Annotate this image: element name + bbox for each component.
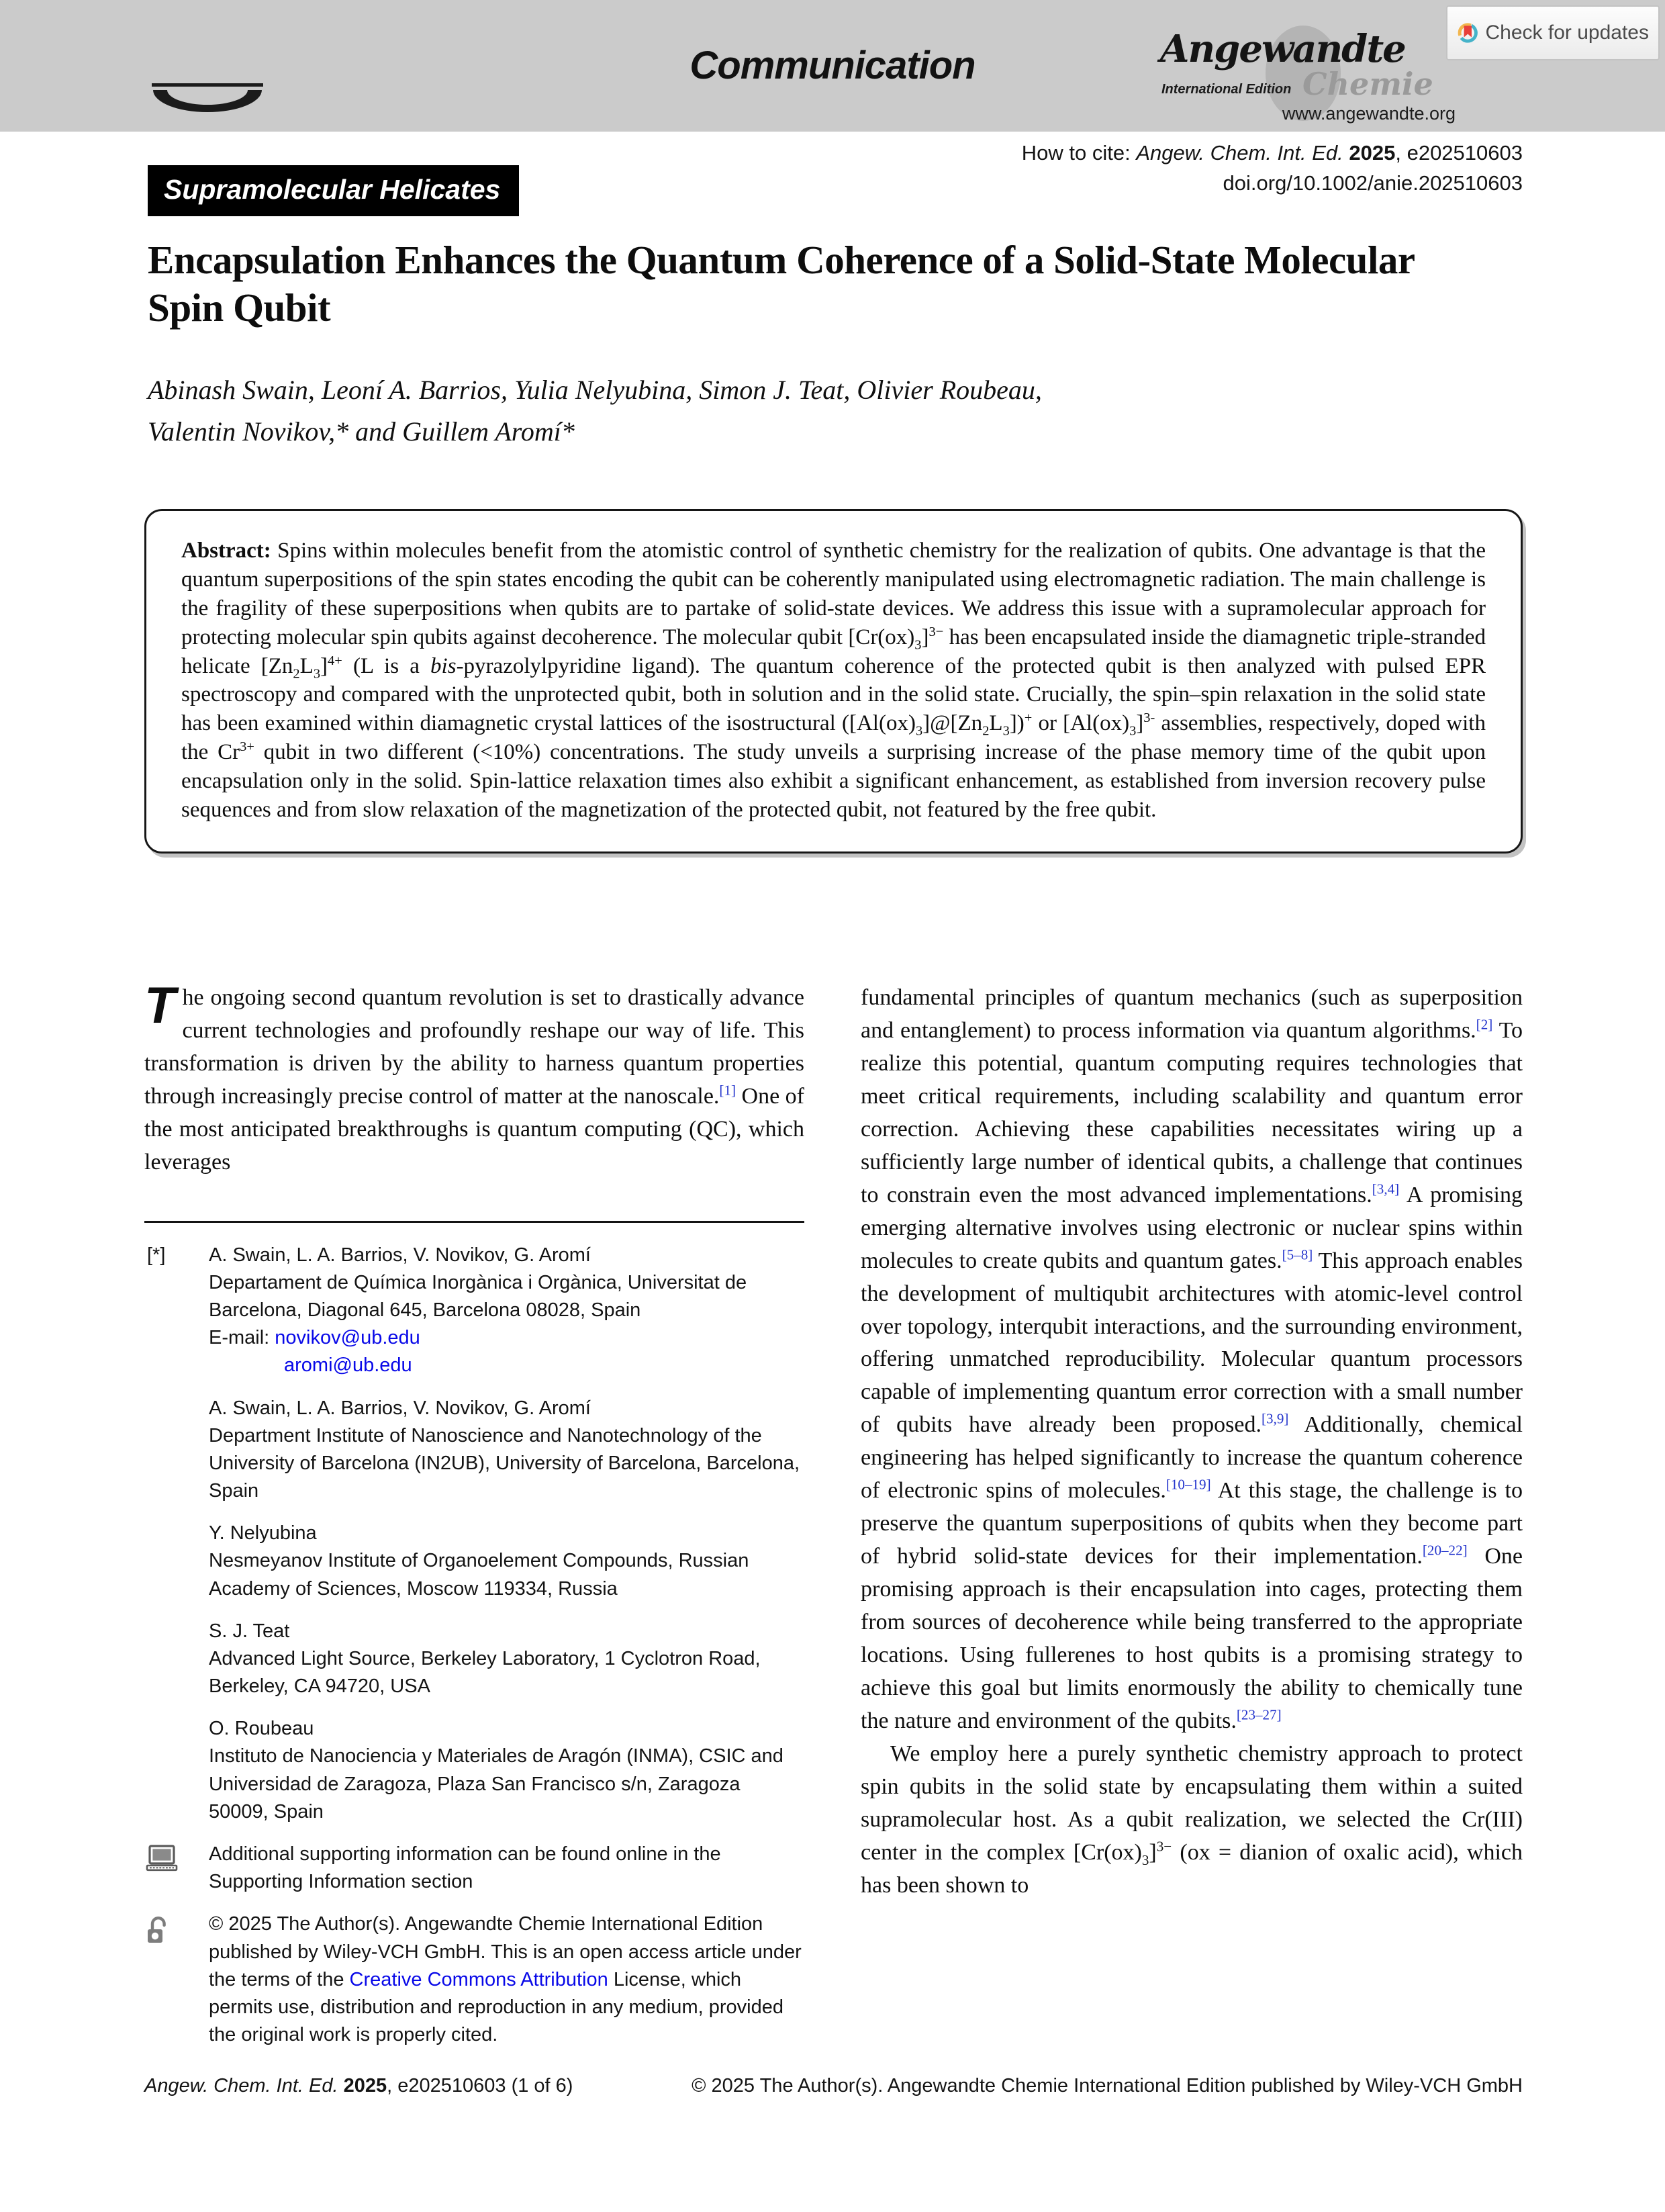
- article-title: Encapsulation Enhances the Quantum Coherence of a Solid-State Molecular Spin Qubit: [148, 238, 1415, 330]
- footnote-text: S. J. Teat Advanced Light Source, Berkeley Laboratory, 1 Cyclotron Road, Berkeley, CA 94720, USA: [209, 1620, 761, 1698]
- header-band: [0, 0, 1665, 132]
- footnote-text: O. Roubeau Instituto de Nanociencia y Materiales de Aragón (INMA), CSIC and Universidad de Zaragoza, Plaza San Francisco s/n, Zaragoza 50009, Spain: [209, 1718, 783, 1823]
- article-type-label: Communication: [689, 44, 976, 87]
- chemie-wordmark: Chemie: [1302, 66, 1433, 102]
- topic-badge: Supramolecular Helicates: [148, 165, 519, 216]
- body-right-column: [861, 982, 1523, 1925]
- citation-ref[interactable]: [23–27]: [1236, 1706, 1282, 1723]
- abstract-box: [144, 509, 1523, 854]
- check-for-updates-button[interactable]: [1446, 5, 1660, 60]
- gdch-logo-graphic: [149, 34, 267, 114]
- footnote-text: A. Swain, L. A. Barrios, V. Novikov, G. Aromí Departament de Química Inorgànica i Orgànica, Universitat de Barcelona, Diagonal 645, Barcelona 08028, Spain E-mail: novikov@ub.edu aromi@ub.edu: [209, 1244, 747, 1377]
- international-edition-label: International Edition: [1161, 82, 1292, 97]
- copyright-license-note: [144, 1910, 804, 2049]
- footnote-corresponding-authors: [144, 1242, 804, 1380]
- footnote-affiliation-inma: [144, 1715, 804, 1826]
- asterisk-marker: [*]: [147, 1244, 166, 1266]
- footnote-section: [144, 1242, 804, 2049]
- author-line-2: Valentin Novikov,* and Guillem Aromí*: [148, 416, 575, 447]
- footnote-affiliation-in2ub: [144, 1395, 804, 1506]
- body-paragraph-1: fundamental principles of quantum mechanics (such as superposition and entanglement) to process information via quantum algorithms.[2] To realize this potential, quantum computing requires technologies that meet critical requirements, including scalability and quantum error correction. Achieving these capabilities necessitates wiring up a sufficiently large number of identical qubits, a challenge that continues to constrain even the most advanced implementations.[3,4] A promising emerging alternative involves using electronic or nuclear spins within molecules to create qubits and quantum gates.[5–8] This approach enables the development of multiqubit architectures with atomic-level control over topology, interqubit interactions, and the surrounding environment, offering unmatched reproducibility. Molecular quantum processors capable of implementing quantum error correction with a small number of qubits have already been proposed.[3,9] Additionally, chemical engineering has helped significantly to increase the quantum coherence of electronic spins of molecules.[10–19] At this stage, the challenge is to preserve the quantum superpositions of qubits when they become part of hybrid solid-state devices for their implementation.[20–22] One promising approach is their encapsulation into cages, protecting them from sources of decoherence while being transferred to the appropriate locations. Using fullerenes to host qubits is a promising strategy to achieve this goal but limits enormously the ability to chemically tune the nature and environment of the qubits.[23–27]: [861, 985, 1523, 1733]
- drop-cap: T: [144, 977, 176, 1034]
- citation-ref[interactable]: [3,4]: [1372, 1181, 1400, 1197]
- footnote-rule: [144, 1221, 804, 1223]
- citation-footer: Angew. Chem. Int. Ed. 2025, e202510603 (1 of 6): [144, 2075, 573, 2096]
- footnote-text: Additional supporting information can be found online in the Supporting Information section: [209, 1843, 721, 1893]
- author-list: [148, 369, 1477, 453]
- link[interactable]: Creative Commons Attribution: [349, 1968, 608, 1990]
- copyright-footer: © 2025 The Author(s). Angewandte Chemie International Edition published by Wiley-VCH GmbH: [692, 2075, 1523, 2096]
- footnote-text: © 2025 The Author(s). Angewandte Chemie International Edition published by Wiley-VCH GmbH. This is an open access article under the terms of the Creative Commons Attribution License, which permits use, distribution and reproduction in any medium, provided the original work is properly cited.: [209, 1913, 802, 2046]
- citation-ref[interactable]: [10–19]: [1166, 1476, 1211, 1493]
- footnote-affiliation-berkeley: [144, 1618, 804, 1701]
- body-paragraph-2: We employ here a purely synthetic chemistry approach to protect spin qubits in the solid state by encapsulating them within a suited supramolecular host. As a qubit realization, we selected the Cr(III) center in the complex $[Cr(ox)_3]^{3-}$ (ox = dianion of oxalic acid), which has been shown to: [861, 1741, 1523, 1898]
- intro-text: he ongoing second quantum revolution is set to drastically advance current technologies and profoundly reshape our way of life. This transformation is driven by the ability to harness quantum properties through increasingly precise control of matter at the nanoscale.[1] One of the most anticipated breakthroughs is quantum computing (QC), which leverages: [144, 985, 804, 1174]
- link[interactable]: novikov@ub.edu: [275, 1327, 420, 1349]
- footnote-affiliation-nesmeyanov: [144, 1520, 804, 1603]
- footnote-text: A. Swain, L. A. Barrios, V. Novikov, G. Aromí Department Institute of Nanoscience and Nanotechnology of the University of Barcelona (IN2UB), University of Barcelona, Barcelona, Spain: [209, 1397, 800, 1502]
- link[interactable]: aromi@ub.edu: [284, 1354, 412, 1377]
- body-left-column: [144, 977, 804, 2064]
- citation-ref[interactable]: [20–22]: [1422, 1542, 1468, 1559]
- journal-website: www.angewandte.org: [1282, 103, 1456, 124]
- how-to-cite-line1: How to cite: Angew. Chem. Int. Ed. 2025, e202510603: [1021, 141, 1523, 165]
- how-to-cite: [1022, 138, 1523, 199]
- author-line-1: Abinash Swain, Leoní A. Barrios, Yulia Nelyubina, Simon J. Teat, Olivier Roubeau,: [148, 375, 1042, 405]
- supporting-info-note: [144, 1841, 804, 1896]
- angewandte-logo: [1135, 17, 1458, 130]
- abstract-text: Abstract: Spins within molecules benefit from the atomistic control of synthetic chemistry for the realization of qubits. One advantage is that the quantum superpositions of the spin states encoding the qubit can be coherently manipulated using electromagnetic radiation. The main challenge is the fragility of these superpositions when qubits are to partake of solid-state devices. We address this issue with a supramolecular approach for protecting molecular spin qubits against decoherence. The molecular qubit $[Cr(ox)_3]^{3-}$ has been encapsulated inside the diamagnetic triple-stranded helicate $[Zn_2L_3]^{4+}$ (L is a bis-pyrazolylpyridine ligand). The quantum coherence of the protected qubit is then analyzed with pulsed EPR spectroscopy and compared with the unprotected qubit, both in solution and in the solid state. Crucially, the spin–spin relaxation in the solid state has been examined within diamagnetic crystal lattices of the isostructural $([Al(ox)_3]@[Zn_2L_3])^+$ or $[Al(ox)_3]^{3-}$ assemblies, respectively, doped with the $Cr^{3+}$ qubit in two different (<10%) concentrations. The study unveils a surprising increase of the phase memory time of the qubit upon encapsulation only in the solid. Spin-lattice relaxation times also exhibit a significant enhancement, as established from inversion recovery pulse sequences and from slow relaxation of the magnetization of the protected qubit, not featured by the free qubit.: [181, 539, 1486, 823]
- crossref-check-icon: [1457, 15, 1479, 51]
- how-to-cite-line2: doi.org/10.1002/anie.202510603: [1223, 171, 1523, 195]
- gdch-logo: [149, 34, 267, 114]
- citation-ref[interactable]: [1]: [719, 1082, 736, 1099]
- citation-ref[interactable]: [3,9]: [1262, 1411, 1289, 1428]
- open-access-icon: [144, 1915, 171, 1955]
- check-for-updates-label: Check for updates: [1485, 21, 1649, 44]
- citation-ref[interactable]: [5–8]: [1282, 1246, 1313, 1263]
- footnote-text: Y. Nelyubina Nesmeyanov Institute of Organoelement Compounds, Russian Academy of Sciences, Moscow 119334, Russia: [209, 1522, 749, 1600]
- intro-paragraph: [144, 977, 804, 1179]
- computer-icon: [144, 1845, 179, 1880]
- citation-ref[interactable]: [2]: [1476, 1016, 1493, 1033]
- angewandte-wordmark: Angewandte: [1160, 27, 1405, 71]
